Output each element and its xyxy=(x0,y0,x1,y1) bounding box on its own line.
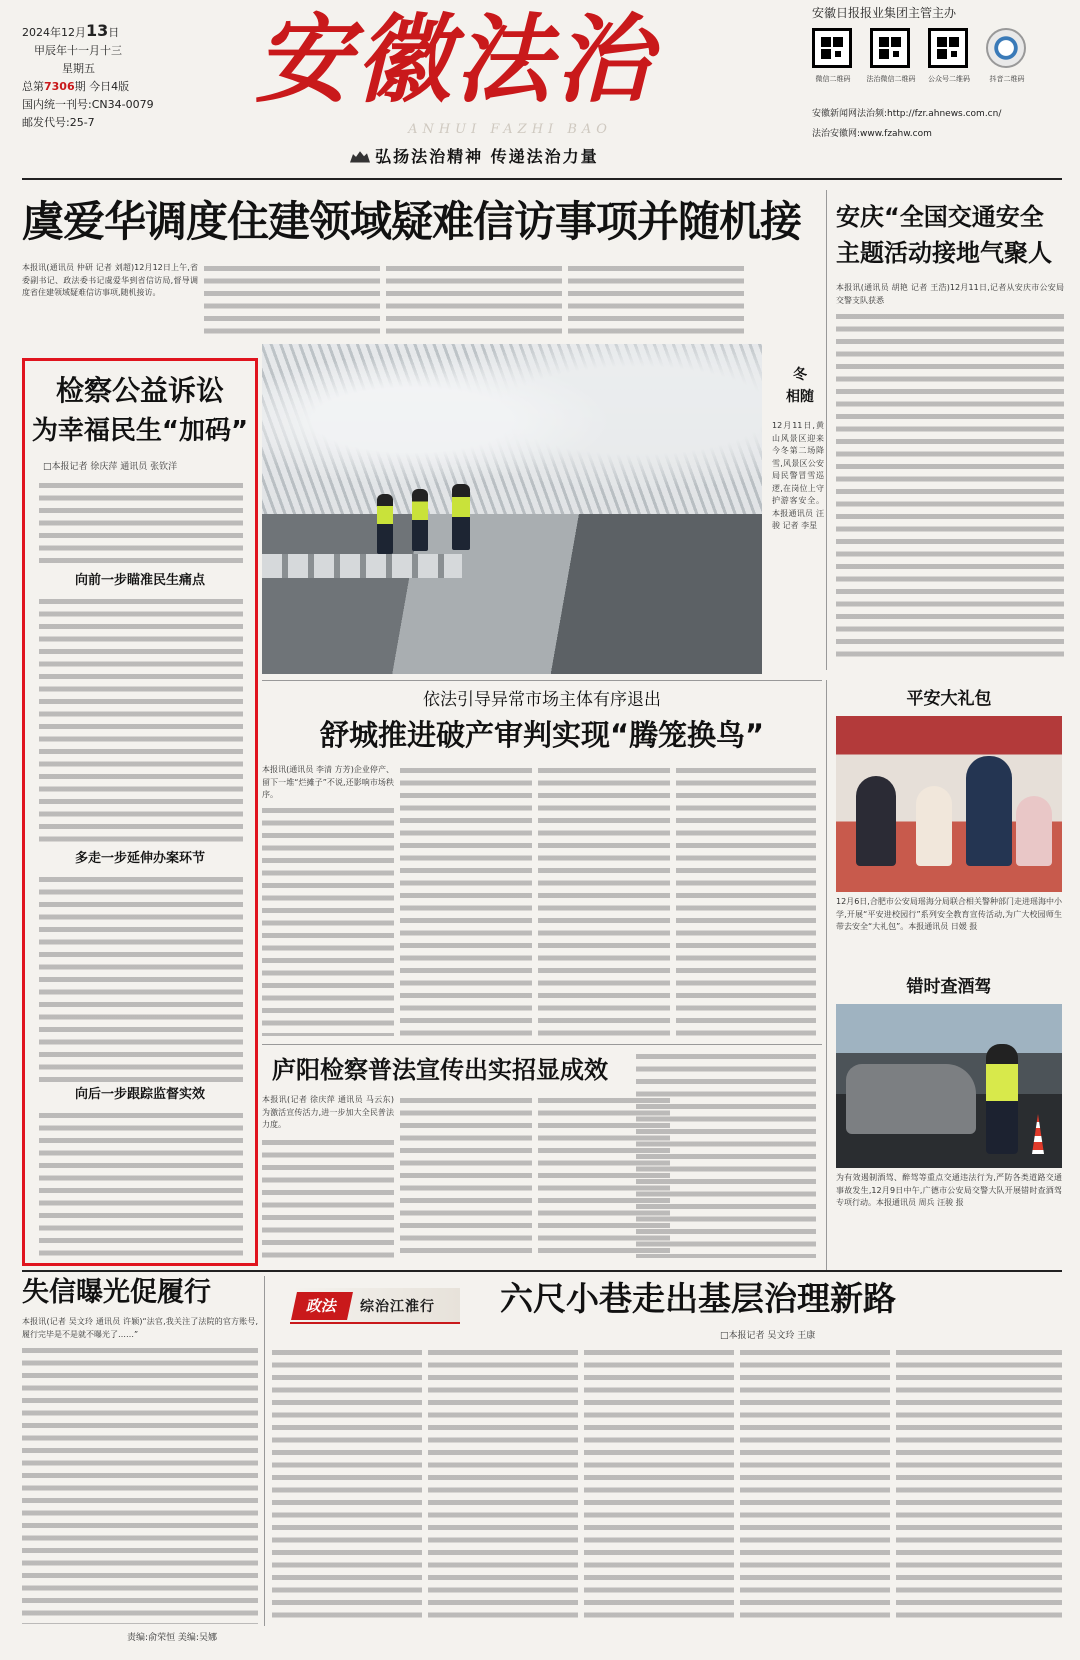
pingan-photo xyxy=(836,716,1062,892)
qr-code-legal-wechat xyxy=(870,28,910,68)
shixin-body xyxy=(22,1344,258,1624)
qr-code-official xyxy=(928,28,968,68)
qr-label-1: 微信二维码 xyxy=(815,75,851,83)
website-2: 法治安徽网:www.fzahw.com xyxy=(812,129,932,139)
masthead-title: 安徽法治 xyxy=(255,3,655,116)
center-column-1-body xyxy=(262,804,394,1036)
luyang-column-4 xyxy=(636,1050,816,1258)
liuchi-byline: □本报记者 吴文玲 王康 xyxy=(720,1331,816,1341)
photo-caption-text: 12月11日,黄山风景区迎来今冬第二场降雪,风景区公安局民警冒雪巡逻,在岗位上守护游客安全。本报通讯员 汪骏 记者 李星 xyxy=(772,421,824,530)
lead-headline: 虞爱华调度住建领域疑难信访事项并随机接 xyxy=(22,197,802,246)
liuchi-column-4 xyxy=(740,1346,890,1622)
qr-codes xyxy=(812,28,1052,92)
police-officer-figure xyxy=(452,484,470,550)
lead-column-4 xyxy=(568,262,744,334)
column-tag-banner xyxy=(290,1288,460,1324)
issue-date: 2024年12月13日 xyxy=(22,22,120,40)
post-code: 邮发代号:25-7 xyxy=(22,116,95,129)
drunk-driving-check-photo xyxy=(836,1004,1062,1168)
masthead-pinyin: ANHUI FAZHI BAO xyxy=(408,122,612,137)
lunar-date: 甲辰年十一月十三 xyxy=(34,44,122,57)
luyang-byline: 本报讯(记者 徐庆萍 通讯员 马云东)为激活宣传活力,进一步加大全民普法力度。 xyxy=(262,1095,394,1129)
police-officer-figure xyxy=(412,489,428,551)
weekday: 星期五 xyxy=(62,62,95,75)
center-headline: 舒城推进破产审判实现“腾笼换鸟” xyxy=(319,718,765,752)
center-column-2 xyxy=(400,764,532,1036)
police-officer-figure xyxy=(377,494,393,554)
lead-column-2 xyxy=(204,262,380,334)
side-top-body xyxy=(836,310,1064,660)
masthead-date-block xyxy=(22,22,202,132)
feature-byline: □本报记者 徐庆萍 通讯员 张钦洋 xyxy=(43,462,178,472)
jiuzhao-title: 错时查酒驾 xyxy=(906,977,992,997)
pingan-caption: 12月6日,合肥市公安局瑶海分局联合相关警种部门走进瑶海中小学,开展“平安进校园行”系列安全教育宣传活动,为广大校园师生带去安全“大礼包”。本报通讯员 日媛 报 xyxy=(836,897,1062,931)
lead-column-1: 本报讯(通讯员 仲研 记者 刘超)12月12日上午,省委副书记、政法委书记虞爱华到省信访局,督导调度省住建领域疑难信访事项,随机接访。 xyxy=(22,263,198,297)
right-lower-divider xyxy=(826,680,827,1270)
center-column-3 xyxy=(538,764,670,1036)
qr-label-2: 法治微信二维码 xyxy=(866,75,916,83)
feature-subhead-2: 多走一步延伸办案环节 xyxy=(74,851,205,866)
masthead-rule xyxy=(22,178,1062,180)
feature-subhead-1: 向前一步瞄准民生痛点 xyxy=(74,573,205,588)
issue-number: 总第7306期 今日4版 xyxy=(22,80,130,93)
liuchi-column-2 xyxy=(428,1346,578,1622)
center-kicker: 依法引导异常市场主体有序退出 xyxy=(423,690,661,710)
douyin-logo-icon xyxy=(986,28,1026,68)
center-rule-top xyxy=(262,680,822,681)
liuchi-column-1 xyxy=(272,1346,422,1622)
liuchi-headline: 六尺小巷走出基层治理新路 xyxy=(500,1279,896,1318)
side-top-headline-2: 主题活动接地气聚人 xyxy=(836,239,1052,267)
snow-patrol-photo xyxy=(262,344,762,674)
cn-number: 国内统一刊号:CN34-0079 xyxy=(22,98,154,111)
website-1: 安徽新闻网法治频:http://fzr.ahnews.com.cn/ xyxy=(812,109,1002,119)
publisher-line: 安徽日报报业集团主管主办 xyxy=(812,6,957,20)
editor-credit: 责编:俞荣恒 美编:吴娜 xyxy=(127,1633,217,1643)
feature-section-3 xyxy=(39,1109,243,1259)
bottom-left-divider xyxy=(264,1276,265,1626)
feature-subhead-3: 向后一步跟踪监督实效 xyxy=(74,1087,205,1102)
great-wall-icon xyxy=(350,149,370,163)
side-top-headline-1: 安庆“全国交通安全 xyxy=(836,203,1044,231)
luyang-headline: 庐阳检察普法宣传出实招显成效 xyxy=(272,1056,608,1084)
side-top-byline: 本报讯(通讯员 胡艳 记者 王浩)12月11日,记者从安庆市公安局交警支队获悉 xyxy=(836,283,1064,305)
column-tag-1: 政法 xyxy=(291,1292,353,1320)
luyang-rule-top xyxy=(262,1044,822,1045)
feature-intro xyxy=(39,479,243,569)
feature-headline-2: 为幸福民生“加码” xyxy=(31,416,249,446)
qr-code-wechat xyxy=(812,28,852,68)
shixin-byline: 本报讯(记者 吴文玲 通讯员 许颖)“法官,我关注了法院的官方账号,履行完毕是不是就不曝光了……” xyxy=(22,1317,258,1339)
liuchi-column-5 xyxy=(896,1346,1062,1622)
luyang-column-2 xyxy=(400,1094,532,1258)
luyang-column-1 xyxy=(262,1136,394,1258)
photo-caption-title-1: 冬 xyxy=(793,367,807,383)
liuchi-column-3 xyxy=(584,1346,734,1622)
column-tag-2: 综治江淮行 xyxy=(360,1299,435,1315)
center-column-4 xyxy=(676,764,816,1036)
qr-label-3: 公众号二维码 xyxy=(928,75,970,83)
feature-headline-1: 检察公益诉讼 xyxy=(55,374,224,407)
qr-label-4: 抖音二维码 xyxy=(989,75,1025,83)
feature-box xyxy=(22,358,258,1266)
center-column-1: 本报讯(通讯员 李清 方芳)企业停产、留下一堆“烂摊子”不说,还影响市场秩序。 xyxy=(262,765,394,799)
feature-section-2 xyxy=(39,873,243,1083)
lead-column-3 xyxy=(386,262,562,334)
shixin-headline: 失信曝光促履行 xyxy=(22,1277,211,1308)
photo-caption-title-2: 相随 xyxy=(786,389,814,405)
jiuzhao-caption: 为有效遏制酒驾、醉驾等重点交通违法行为,严防各类道路交通事故发生,12月9日中午,广德市公安局交警大队开展错时查酒驾专项行动。本报通讯员 周兵 汪骏 报 xyxy=(836,1173,1062,1207)
masthead-slogan: 弘扬法治精神 传递法治力量 xyxy=(350,144,690,168)
feature-section-1 xyxy=(39,595,243,847)
pingan-title: 平安大礼包 xyxy=(906,689,992,709)
right-column-divider xyxy=(826,190,827,670)
